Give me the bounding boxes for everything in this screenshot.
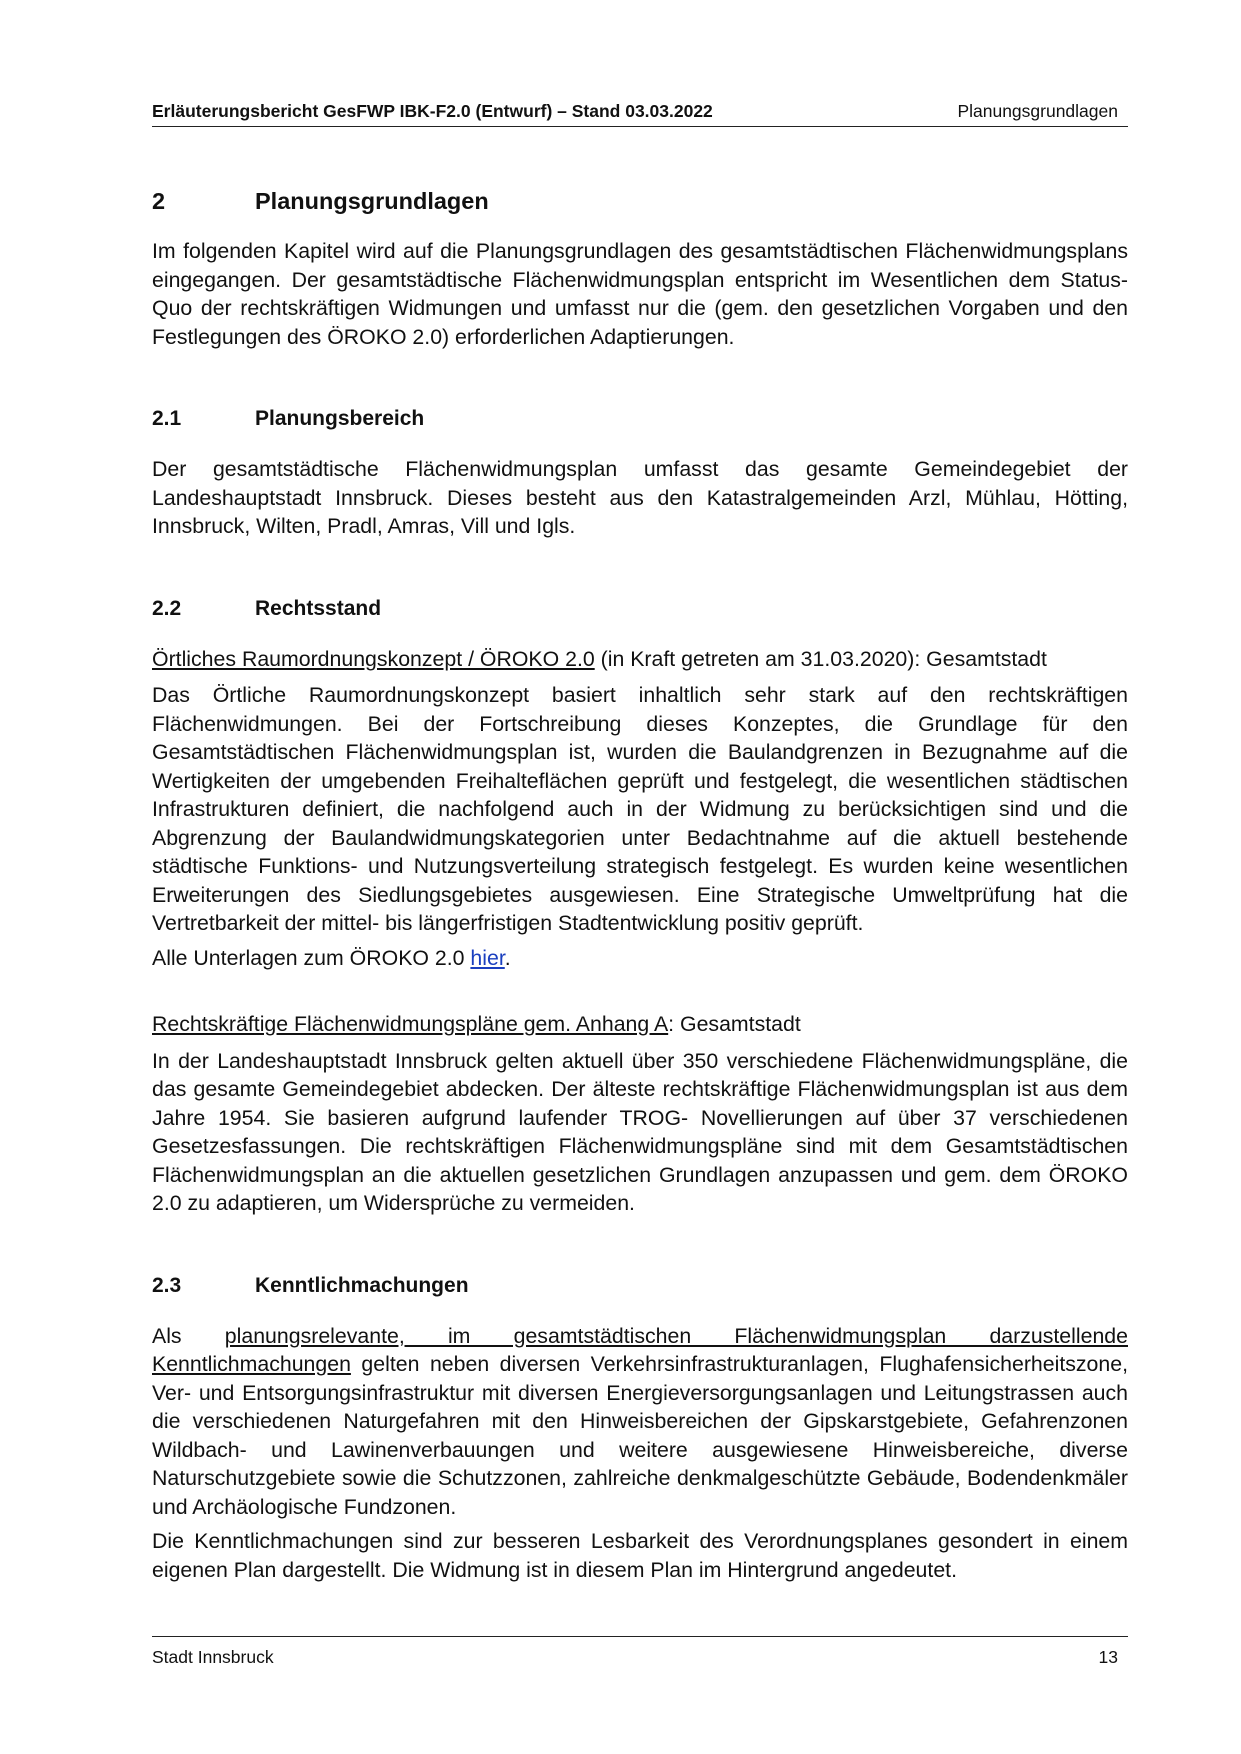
footer-page-number: 13 — [1098, 1647, 1118, 1667]
section-2-1-title: Planungsbereich — [255, 407, 425, 430]
section-2-1-paragraph: Der gesamtstädtische Flächenwidmungsplan umfasst das gesamte Gemeindegebiet der Landeshauptstadt Innsbruck. Dieses besteht aus den Katastralgemeinden Arzl, Mühlau, Hötting, Innsbruck, Wilten, Pradl, Amras, Vill und Igls. — [152, 457, 1128, 538]
section-2-1-number: 2.1 — [152, 407, 182, 430]
oroko-docs-prefix: Alle Unterlagen zum ÖROKO 2.0 — [152, 945, 471, 970]
section-2-3-heading — [152, 1272, 1128, 1300]
oroko-docs-link[interactable]: hier — [470, 945, 505, 970]
kenntlich-rest: gelten neben diversen Verkehrsinfrastrukturanlagen, Flughafensicherheitszone, Ver- und Entsorgungsinfrastruktur mit diversen Energieversorgungsanlagen und Leitungstrassen auch die verschiedenen Naturgefahren mit den Hinweisbereichen der Gipskarstgebiete, Gefahrenzonen Wildbach- und Lawinenverbauungen und weitere ausgewiesene Hinweisbereiche, diverse Naturschutzgebiete sowie die Schutzzonen, zahlreiche denkmalgeschützte Gebäude, Bodendenkmäler und Archäologische Fundzonen. — [152, 1352, 1128, 1519]
oroko-docs-line — [152, 944, 1128, 973]
section-2-2-title: Rechtsstand — [255, 596, 382, 620]
oroko-label: Örtliches Raumordnungskonzept / ÖROKO 2.0 — [152, 646, 595, 671]
kenntlichmachungen-paragraph-1 — [152, 1322, 1128, 1522]
oroko-paragraph: Das Örtliche Raumordnungskonzept basiert inhaltlich sehr stark auf den rechtskräftigen Flächenwidmungen. Bei der Fortschreibung dieses Konzeptes, die Grundlage für den Gesamtstädtischen Flächenwidmungsplan ist, wurden die Baulandgrenzen in Bezugnahme auf die Wertigkeiten der umgebenden Freihalteflächen geprüft und festgelegt, die wesentlichen städtischen Infrastrukturen definiert, die nachfolgend auch in der Widmung zu berücksichtigen sind und die Abgrenzung der Baulandwidmungskategorien unter Bedachtnahme auf die aktuell bestehende städtische Funktions- und Nutzungsverteilung strategisch festgelegt. Es wurden keine wesentlichen Erweiterungen des Siedlungsgebietes ausgewiesen. Eine Strategische Umweltprüfung hat die Vertretbarkeit der mittel- bis längerfristigen Stadtentwicklung positiv geprüft. — [152, 683, 1128, 935]
fwp-label-suffix: : Gesamtstadt — [668, 1012, 801, 1036]
oroko-label-suffix: (in Kraft getreten am 31.03.2020): Gesamtstadt — [594, 646, 1047, 671]
kenntlichmachungen-paragraph-2: Die Kenntlichmachungen sind zur besseren Lesbarkeit des Verordnungsplanes gesondert in einem eigenen Plan dargestellt. Die Widmung ist in diesem Plan im Hintergrund angedeutet. — [152, 1529, 1128, 1582]
section-2-3-title: Kenntlichmachungen — [255, 1273, 469, 1297]
footer-organization: Stadt Innsbruck — [152, 1647, 274, 1667]
page-header — [152, 101, 1128, 127]
kenntlich-prefix: Als — [152, 1323, 225, 1348]
section-2-2-heading — [152, 595, 1128, 623]
page-footer — [152, 1636, 1128, 1668]
fwp-label-line — [152, 1010, 1128, 1039]
oroko-docs-suffix: . — [504, 945, 511, 970]
section-2-3-number: 2.3 — [152, 1273, 182, 1297]
chapter-title: Planungsgrundlagen — [255, 188, 489, 214]
section-2-2-number: 2.2 — [152, 596, 182, 620]
oroko-label-line — [152, 645, 1128, 674]
fwp-label: Rechtskräftige Flächenwidmungspläne gem. Anhang A — [152, 1012, 669, 1036]
page-content — [152, 186, 1128, 1584]
section-2-1-heading — [152, 405, 1128, 433]
header-document-title: Erläuterungsbericht GesFWP IBK-F2.0 (Entwurf) – Stand 03.03.2022 — [152, 101, 713, 121]
chapter-intro-paragraph: Im folgenden Kapitel wird auf die Planungsgrundlagen des gesamtstädtischen Flächenwidmungsplans eingegangen. Der gesamtstädtische Flächenwidmungsplan entspricht im Wesentlichen dem Status-Quo der rechtskräftigen Widmungen und umfasst nur die (gem. den gesetzlichen Vorgaben und den Festlegungen des ÖROKO 2.0) erforderlichen Adaptierungen. — [152, 239, 1128, 349]
fwp-paragraph: In der Landeshauptstadt Innsbruck gelten aktuell über 350 verschiedene Flächenwidmungspläne, die das gesamte Gemeindegebiet abdecken. Der älteste rechtskräftige Flächenwidmungsplan ist aus dem Jahre 1954. Sie basieren aufgrund laufender TROG- Novellierungen auf über 37 verschiedenen Gesetzesfassungen. Die rechtskräftigen Flächenwidmungspläne sind mit dem Gesamtstädtischen Flächenwidmungsplan an die aktuellen gesetzlichen Grundlagen anzupassen und gem. dem ÖROKO 2.0 zu adaptieren, um Widersprüche zu vermeiden. — [152, 1048, 1128, 1215]
kenntlich-underlined: planungsrelevante, im gesamtstädtischen Flächenwidmungsplan darzustellende Kenntlichmachungen — [152, 1323, 1128, 1376]
header-chapter-name: Planungsgrundlagen — [957, 101, 1118, 121]
chapter-heading — [152, 186, 1128, 216]
chapter-number: 2 — [152, 188, 166, 214]
